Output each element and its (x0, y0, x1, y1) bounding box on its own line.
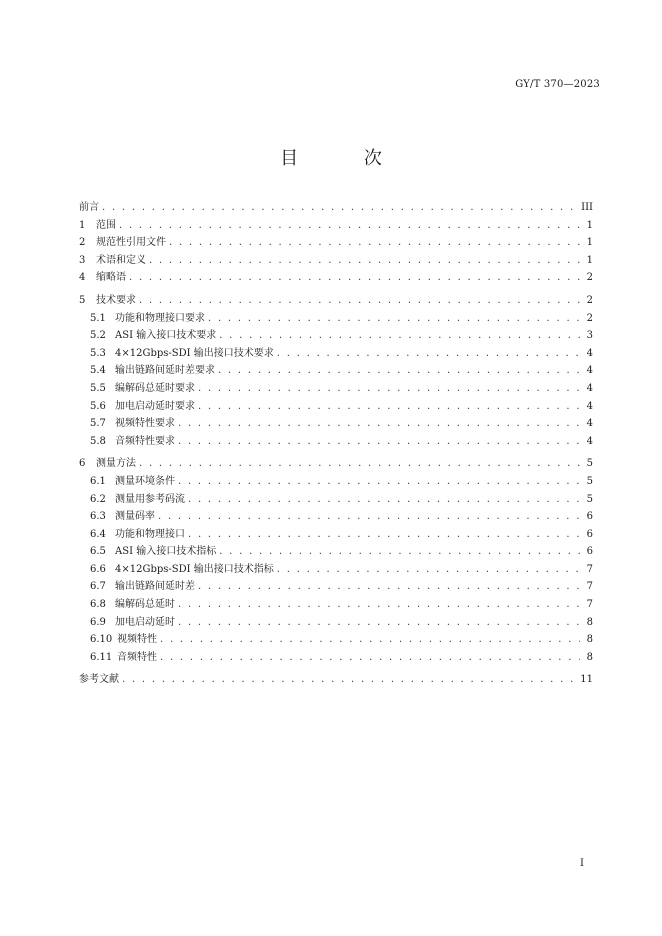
toc-entry-page: III (581, 202, 593, 213)
toc-dot-leader (188, 494, 580, 505)
toc-dot-leader (160, 652, 580, 663)
toc-entry[interactable] (79, 291, 593, 309)
toc-entry-title: 编解码总延时 (115, 599, 175, 611)
toc-dot-leader (178, 599, 580, 610)
toc-dot-leader (119, 220, 580, 231)
toc-entry-number: 6.7 (90, 581, 106, 593)
toc-entry-page: 2 (586, 294, 593, 306)
page-title: 目 次 (280, 148, 412, 169)
toc-dot-leader (198, 401, 580, 412)
toc-entry-number: 6.11 (90, 651, 113, 663)
toc-entry[interactable] (79, 577, 593, 595)
table-of-contents (79, 198, 593, 688)
toc-dot-leader (219, 330, 580, 341)
toc-entry[interactable] (79, 595, 593, 613)
toc-dot-leader (149, 255, 580, 266)
toc-entry-title: 测量用参考码流 (115, 493, 185, 505)
toc-entry-title: 测量环境条件 (115, 475, 175, 487)
toc-entry[interactable] (79, 630, 593, 648)
toc-entry-title: 缩略语 (96, 272, 126, 284)
toc-entry[interactable] (79, 490, 593, 508)
toc-entry-title: 4×12Gbps-SDI 输出接口技术要求 (115, 347, 274, 359)
toc-entry[interactable] (79, 414, 593, 432)
toc-entry-number: 6.5 (90, 546, 106, 558)
toc-entry-number: 6.1 (90, 475, 106, 487)
toc-dot-leader (208, 313, 580, 324)
toc-entry[interactable] (79, 361, 593, 379)
toc-dot-leader (188, 529, 580, 540)
toc-entry[interactable] (79, 379, 593, 397)
toc-dot-leader (178, 418, 580, 429)
toc-dot-leader (169, 237, 580, 248)
toc-entry-title: 视频特性要求 (115, 418, 175, 430)
toc-entry[interactable] (79, 432, 593, 450)
toc-entry-number: 6.10 (90, 634, 113, 646)
toc-entry-page: 7 (586, 563, 593, 575)
toc-entry-number: 5.5 (90, 382, 106, 394)
toc-entry-title: ASI 输入接口技术要求 (115, 330, 217, 342)
toc-dot-leader (277, 348, 580, 359)
toc-entry-title: 前言 (79, 202, 99, 213)
toc-entry-number: 6.8 (90, 599, 106, 611)
toc-entry-number: 5.4 (90, 365, 106, 377)
toc-entry-number: 6 (79, 458, 86, 470)
toc-entry-number: 6.3 (90, 511, 106, 523)
toc-entry-number: 5.8 (90, 435, 106, 447)
toc-entry-title: 测量码率 (115, 511, 155, 523)
toc-entry-page: 5 (586, 493, 593, 505)
toc-entry-number: 6.6 (90, 563, 106, 575)
toc-entry[interactable] (79, 525, 593, 543)
toc-entry-page: 5 (586, 475, 593, 487)
toc-dot-leader (102, 202, 578, 213)
toc-entry-page: 4 (586, 347, 593, 359)
toc-entry-title: 术语和定义 (96, 254, 146, 266)
toc-entry-number: 5.2 (90, 330, 106, 342)
toc-entry-number: 5.3 (90, 347, 106, 359)
toc-dot-leader (160, 634, 580, 645)
toc-dot-leader (139, 458, 580, 469)
toc-entry[interactable] (79, 251, 593, 269)
toc-dot-leader (178, 436, 580, 447)
toc-dot-leader (218, 365, 580, 376)
toc-entry[interactable] (79, 268, 593, 286)
toc-entry-title: 输出链路间延时差 (115, 581, 195, 593)
toc-entry-page: 6 (586, 511, 593, 523)
toc-dot-leader (198, 581, 580, 592)
toc-dot-leader (158, 511, 580, 522)
toc-entry[interactable] (79, 613, 593, 631)
toc-entry-number: 6.9 (90, 616, 106, 628)
toc-entry-title: 功能和物理接口要求 (115, 312, 205, 324)
toc-entry-page: 2 (586, 312, 593, 324)
toc-entry-number: 3 (79, 254, 86, 266)
toc-entry-title: 规范性引用文件 (96, 237, 166, 249)
toc-entry-title: 输出链路间延时差要求 (115, 365, 215, 377)
toc-entry-page: 5 (586, 458, 593, 470)
toc-entry-title: 参考文献 (79, 674, 119, 686)
toc-dot-leader (277, 564, 580, 575)
toc-entry-title: 音频特性要求 (115, 435, 175, 447)
toc-entry-page: 4 (586, 382, 593, 394)
toc-entry-title: 加电启动延时 (115, 616, 175, 628)
toc-entry[interactable] (79, 309, 593, 327)
toc-entry[interactable] (79, 233, 593, 251)
toc-entry-page: 8 (586, 634, 593, 646)
toc-entry[interactable] (79, 198, 593, 216)
toc-entry-number: 6.4 (90, 528, 106, 540)
toc-entry[interactable] (79, 560, 593, 578)
toc-entry-number: 5.1 (90, 312, 106, 324)
toc-dot-leader (178, 476, 580, 487)
toc-entry-number: 1 (79, 219, 86, 231)
toc-entry-page: 1 (586, 219, 593, 231)
toc-dot-leader (178, 617, 580, 628)
toc-entry-title: ASI 输入接口技术指标 (115, 546, 217, 558)
toc-entry[interactable] (79, 454, 593, 472)
toc-dot-leader (129, 272, 580, 283)
toc-entry[interactable] (79, 344, 593, 362)
toc-entry-number: 4 (79, 272, 86, 284)
toc-entry[interactable] (79, 670, 593, 688)
toc-dot-leader (122, 674, 577, 685)
toc-entry-page: 8 (586, 651, 593, 663)
toc-entry-title: 功能和物理接口 (115, 528, 185, 540)
toc-entry-page: 6 (586, 546, 593, 558)
toc-entry-page: 4 (586, 365, 593, 377)
toc-entry-page: 7 (586, 599, 593, 611)
toc-entry-page: 4 (586, 435, 593, 447)
toc-entry-page: 6 (586, 528, 593, 540)
toc-entry-title: 测量方法 (96, 458, 136, 470)
toc-entry-number: 5 (79, 294, 86, 306)
toc-entry-page: 1 (586, 254, 593, 266)
toc-entry[interactable] (79, 397, 593, 415)
toc-entry-title: 4×12Gbps-SDI 输出接口技术指标 (115, 563, 274, 575)
toc-entry-page: 3 (586, 330, 593, 342)
toc-dot-leader (219, 546, 580, 557)
toc-entry-page: 8 (586, 616, 593, 628)
toc-entry[interactable] (79, 542, 593, 560)
toc-entry-number: 5.7 (90, 418, 106, 430)
toc-entry-title: 编解码总延时要求 (115, 382, 195, 394)
toc-dot-leader (139, 295, 580, 306)
toc-entry-number: 6.2 (90, 493, 106, 505)
toc-entry-title: 范围 (96, 219, 116, 231)
toc-entry-page: 11 (580, 674, 593, 686)
toc-entry-title: 音频特性 (117, 651, 157, 663)
toc-entry[interactable] (79, 472, 593, 490)
toc-entry-page: 7 (586, 581, 593, 593)
toc-dot-leader (198, 383, 580, 394)
toc-entry-number: 2 (79, 237, 86, 249)
toc-entry[interactable] (79, 507, 593, 525)
toc-entry[interactable] (79, 326, 593, 344)
toc-entry-title: 技术要求 (96, 294, 136, 306)
toc-entry[interactable] (79, 216, 593, 234)
toc-entry-page: 1 (586, 237, 593, 249)
toc-entry-page: 4 (586, 418, 593, 430)
toc-entry-number: 5.6 (90, 400, 106, 412)
standard-code: GY/T 370—2023 (515, 79, 600, 90)
toc-entry-title: 加电启动延时要求 (115, 400, 195, 412)
toc-entry-page: 4 (586, 400, 593, 412)
toc-entry[interactable] (79, 648, 593, 666)
toc-entry-title: 视频特性 (117, 634, 157, 646)
toc-entry-page: 2 (586, 272, 593, 284)
page-number: I (580, 858, 584, 869)
